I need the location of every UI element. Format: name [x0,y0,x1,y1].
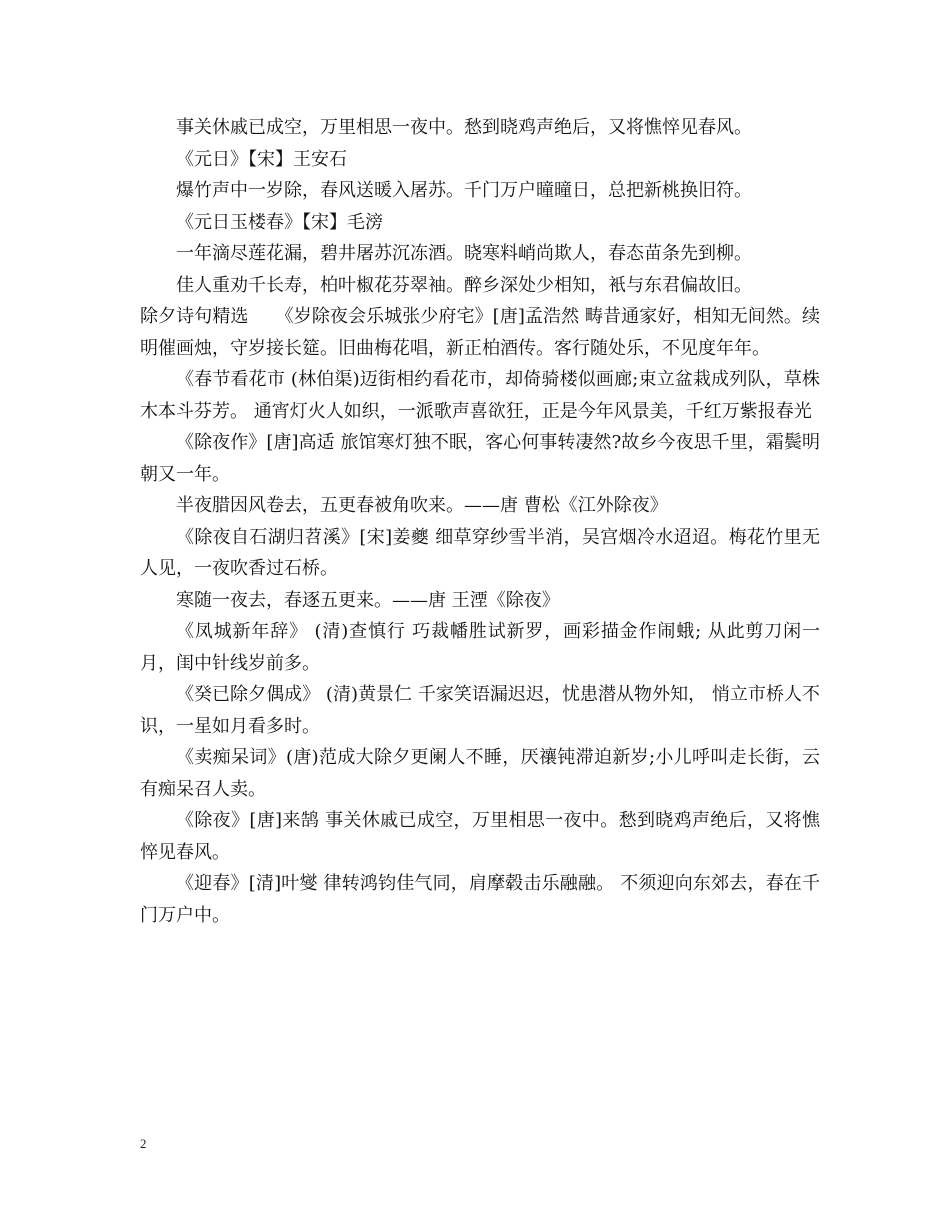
paragraph-10: 半夜腊因风卷去，五更春被角吹来。——唐 曹松《江外除夜》 [176,495,668,516]
paragraph-14: 《癸已除夕偶成》 (清)黄景仁 千家笑语漏迟迟，忧患潜从物外知， 悄立市桥人不识，一星如月看多时。 [140,684,820,737]
paragraph-3: 爆竹声中一岁除，春风送暖入屠苏。千门万户曈曈日，总把新桃换旧符。 [176,180,752,201]
poem-title-yuanri-yulouchun: 《元日玉楼春》【宋】毛滂 [176,211,383,233]
paragraph-6: 佳人重劝千长寿，柏叶椒花芬翠袖。醉乡深处少相知，衹与东君偏故旧。 [176,274,752,296]
paragraph-11: 《除夜自石湖归苕溪》[宋]姜夔 细草穿纱雪半消，吴宫烟冷水迢迢。梅花竹里无人见，一夜吹香过石桥。 [140,526,820,579]
paragraph-12: 寒随一夜去，春逐五更来。——唐 王湮《除夜》 [176,589,560,611]
section-chuxi-selection: 除夕诗句精选 《岁除夜会乐城张少府宅》[唐]孟浩然 畴昔通家好，相知无间然。续明催画烛，守岁接长筵。旧曲梅花唱，新正柏酒传。客行随处乐，不见度年年。 [140,306,820,359]
paragraph-16: 《除夜》[唐]来鹄 事关休戚已成空，万里相思一夜中。愁到晓鸡声绝后，又将憔悴见春风。 [140,810,820,863]
document-body [140,112,820,931]
paragraph-5: 一年滴尽莲花漏，碧井屠苏沉冻酒。晓寒料峭尚欺人，春态苗条先到柳。 [176,243,752,264]
poem-title-yuanri: 《元日》【宋】王安石 [176,148,347,170]
paragraph-13: 《凤城新年辞》 (清)查慎行 巧裁幡胜试新罗，画彩描金作闹蛾; 从此剪刀闲一月，闺中针线岁前多。 [140,621,820,674]
paragraph-17: 《迎春》[清]叶燮 律转鸿钧佳气同，肩摩毂击乐融融。 不须迎向东郊去，春在千门万户中。 [140,873,820,926]
paragraph-1: 事关休戚已成空，万里相思一夜中。愁到晓鸡声绝后，又将憔悴见春风。 [176,117,752,138]
paragraph-8: 《春节看花市 (林伯渠)迈街相约看花市，却倚骑楼似画廊;束立盆栽成列队，草株木本斗芬芳。 通宵灯火人如织，一派歌声喜欲狂，正是今年风景美，千红万紫报春光 [140,369,820,422]
paragraph-9: 《除夜作》[唐]高适 旅馆寒灯独不眠，客心何事转凄然?故乡今夜思千里，霜鬓明朝又一年。 [140,432,820,485]
page-number: 2 [140,1136,147,1151]
paragraph-15: 《卖痴呆词》(唐)范成大除夕更阑人不睡，厌禳钝滞迫新岁;小儿呼叫走长街，云有痴呆召人卖。 [140,747,820,800]
